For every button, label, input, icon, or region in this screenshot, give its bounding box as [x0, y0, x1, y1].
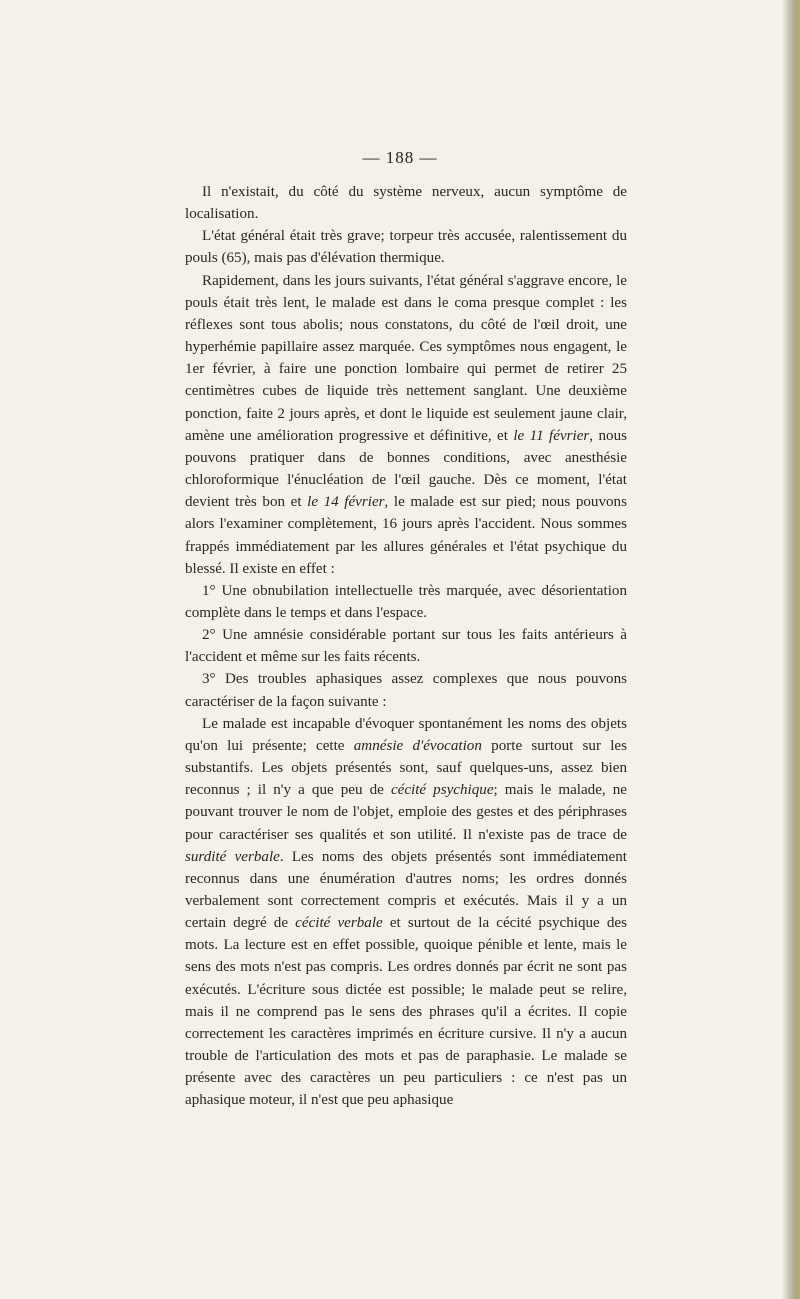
paragraph [185, 624, 627, 668]
text-run: ; mais le malade, ne pouvant trouver le nom de l'objet, emploie des gestes et des périphrases pour caractériser ses qualités et son utilité. Il n'existe pas de trace de [185, 782, 627, 843]
paragraph [185, 270, 627, 580]
text-run: Rapidement, dans les jours suivants, l'état général s'aggrave encore, le pouls était très lent, le malade est dans le coma presque complet : les réflexes sont tous abolis; nous constatons, du côté de l'œil droit, une hyperhémie papillaire assez marquée. Ces symptômes nous engagent, le 1er février, à faire une ponction lombaire qui permet de retirer 25 centimètres cubes de liquide très nettement sanglant. Une deuxième ponction, faite 2 jours après, et dont le liquide est seulement jaune clair, amène une amélioration progressive et définitive, et [185, 272, 627, 444]
paragraph [185, 225, 627, 269]
text-run: , nous pouvons pratiquer dans de bonnes conditions, avec anesthésie chloroformique l'énucléation de l'œil gauche. Dès ce moment, l'état devient très bon et [185, 427, 628, 511]
paragraph [185, 181, 627, 225]
italic-text: surdité verbale [185, 848, 280, 865]
page-number: — 188 — [362, 148, 438, 167]
paragraph [185, 668, 627, 712]
italic-text: le 11 février [513, 427, 590, 444]
body-text [185, 181, 627, 1112]
text-run: 2° Une amnésie considérable portant sur tous les faits antérieurs à l'accident et même sur les faits récents. [185, 627, 627, 666]
italic-text: cécité psychique [390, 782, 494, 799]
paragraph [185, 713, 627, 1112]
text-run: Le malade est incapable d'évoquer spontanément les noms des objets qu'on lui présente; cette [185, 715, 627, 754]
page-edge-shadow [782, 0, 800, 1299]
text-run: Il n'existait, du côté du système nerveux, aucun symptôme de localisation. [185, 184, 627, 223]
italic-text: le 14 février [307, 494, 385, 511]
italic-text: cécité verbale [295, 915, 383, 932]
text-run: et surtout de la cécité psychique des mots. La lecture est en effet possible, quoique pénible et lente, mais le sens des mots n'est pas compris. Les ordres donnés par écrit ne sont pas exécutés. L'écriture sous dictée est possible; le malade peut se relire, mais il ne comprend pas le sens des phrases qu'il a écrites. Il copie correctement les caractères imprimés en écriture cursive. Il n'y a aucun trouble de l'articulation des mots et pas de paraphasie. Le malade se présente avec des caractères un peu particuliers : ce n'est pas un aphasique moteur, il n'est que peu aphasique [185, 915, 627, 1109]
paragraph [185, 580, 627, 624]
text-run: 1° Une obnubilation intellectuelle très marquée, avec désorientation complète dans le temps et dans l'espace. [185, 582, 627, 621]
text-run: . Les noms des objets présentés sont immédiatement reconnus dans une énumération d'autres noms; les ordres donnés verbalement sont correctement compris et exécutés. Mais il y a un certain degré de [185, 848, 627, 932]
text-run: , le malade est sur pied; nous pouvons alors l'examiner complètement, 16 jours après l'accident. Nous sommes frappés immédiatement par les allures générales et l'état psychique du blessé. Il existe en effet : [185, 494, 627, 577]
text-run: 3° Des troubles aphasiques assez complexes que nous pouvons caractériser de la façon suivante : [185, 671, 627, 710]
text-run: porte surtout sur les substantifs. Les objets présentés sont, sauf quelques-uns, assez bien reconnus ; il n'y a que peu de [185, 737, 628, 799]
italic-text: amnésie d'évocation [353, 737, 482, 754]
text-run: L'état général était très grave; torpeur très accusée, ralentissement du pouls (65), mais pas d'élévation thermique. [185, 228, 627, 267]
